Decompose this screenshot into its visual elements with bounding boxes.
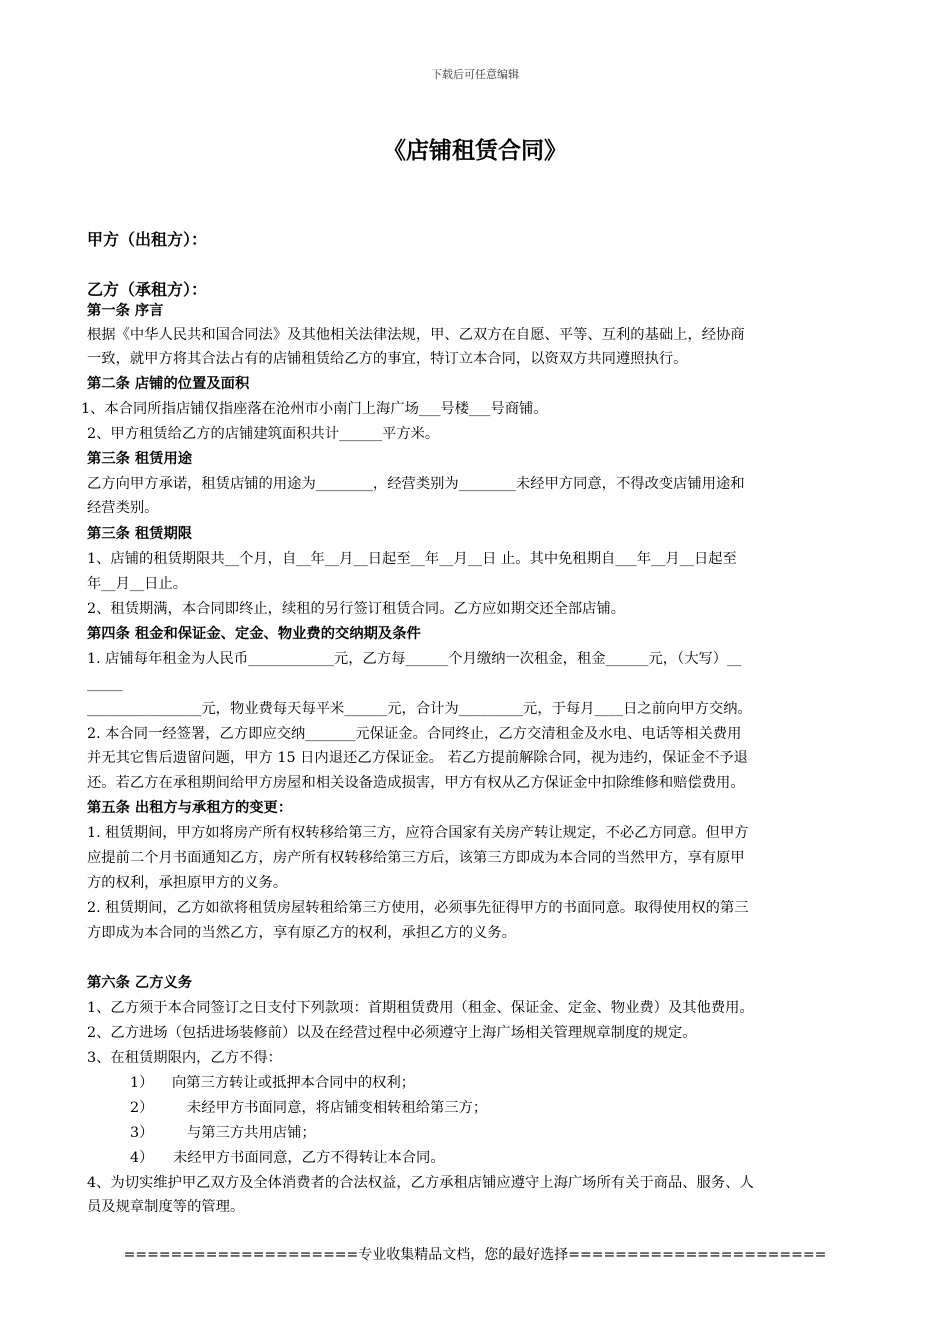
paragraph-line: 3、在租赁期限内，乙方不得：: [87, 1050, 282, 1066]
article-5-heading: 第五条 出租方与承租方的变更：: [87, 800, 293, 816]
paragraph-line: 员及规章制度等的管理。: [87, 1199, 245, 1215]
party-b-label: 乙方（承租方）：: [87, 280, 208, 299]
paragraph-line: 方的权利，承担原甲方的义务。: [87, 875, 288, 891]
header-note: 下载后可任意编辑: [431, 68, 519, 81]
paragraph-line: 乙方向甲方承诺，租赁店铺的用途为________，经营类别为________未经甲方同意，不得改变店铺用途和: [87, 476, 745, 492]
paragraph-line: 1、本合同所指店铺仅指座落在沧州市小南门上海广场___号楼___号商铺。: [81, 401, 548, 417]
article-3-heading: 第三条 租赁用途: [87, 451, 193, 467]
paragraph-line: 年__月__日止。: [87, 576, 188, 592]
paragraph-line: 根据《中华人民共和国合同法》及其他相关法律法规，甲、乙双方在自愿、平等、互利的基础上，经协商: [87, 327, 745, 343]
paragraph-line: 4、为切实维护甲乙双方及全体消费者的合法权益，乙方承租店铺应遵守上海广场所有关于商品、服务、人: [87, 1175, 754, 1191]
sub-item-text: 与第三方共用店铺；: [187, 1125, 316, 1141]
paragraph-line: 1、店铺的租赁期限共__个月，自__年__月__日起至__年__月__日 止。其中免租期自___年__月__日起至: [87, 551, 737, 567]
paragraph-line: ________________元，物业费每天每平米______元，合计为_________元，于每月____日之前向甲方交纳。: [87, 701, 752, 717]
article-2-heading: 第二条 店铺的位置及面积: [87, 376, 250, 392]
paragraph-line: 2、甲方租赁给乙方的店铺建筑面积共计______平方米。: [87, 426, 440, 442]
document-title: 《店铺租赁合同》: [383, 137, 567, 164]
paragraph-line: 1. 租赁期间，甲方如将房产所有权转移给第三方，应符合国家有关房产转让规定，不必乙方同意。但甲方: [87, 825, 749, 841]
paragraph-line: 经营类别。: [87, 500, 159, 516]
paragraph-line: 还。若乙方在承租期间给甲方房屋和相关设备造成损害，甲方有权从乙方保证金中扣除维修和赔偿费用。: [87, 775, 745, 791]
article-6-heading: 第六条 乙方义务: [87, 975, 193, 991]
paragraph-line: 应提前二个月书面通知乙方，房产所有权转移给第三方后，该第三方即成为本合同的当然甲方，享有原甲: [87, 850, 745, 866]
party-a-label: 甲方（出租方）：: [87, 230, 208, 249]
paragraph-line: 1. 店铺每年租金为人民币____________元，乙方每______个月缴纳一次租金，租金______元，（大写）__: [87, 651, 742, 667]
paragraph-line: 并无其它售后遗留问题，甲方 15 日内退还乙方保证金。 若乙方提前解除合同，视为违约，保证金不予退: [87, 750, 748, 766]
article-4-heading: 第四条 租金和保证金、定金、物业费的交纳期及条件: [87, 626, 421, 642]
sub-item-number: 3）: [130, 1125, 154, 1141]
sub-item-number: 2）: [130, 1100, 154, 1116]
paragraph-line: 2. 租赁期间，乙方如欲将租赁房屋转租给第三方使用，必须事先征得甲方的书面同意。取得使用权的第三: [87, 900, 749, 916]
paragraph-line: 一致，就甲方将其合法占有的店铺租赁给乙方的事宜，特订立本合同，以资双方共同遵照执行。: [87, 351, 688, 367]
paragraph-line: _____: [87, 676, 123, 692]
sub-item-number: 4）: [130, 1150, 154, 1166]
paragraph-line: 2、乙方进场（包括进场装修前）以及在经营过程中必须遵守上海广场相关管理规章制度的规定。: [87, 1025, 697, 1041]
sub-item-text: 未经甲方书面同意，乙方不得转让本合同。: [173, 1150, 445, 1166]
sub-item-text: 向第三方转让或抵押本合同中的权利；: [172, 1075, 416, 1091]
paragraph-line: 2、租赁期满，本合同即终止，续租的另行签订租赁合同。乙方应如期交还全部店铺。: [87, 601, 626, 617]
paragraph-line: 方即成为本合同的当然乙方，享有原乙方的权利，承担乙方的义务。: [87, 925, 516, 941]
paragraph-line: 2. 本合同一经签署，乙方即应交纳_______元保证金。合同终止，乙方交清租金及水电、电话等相关费用: [87, 726, 742, 742]
paragraph-line: 1、乙方须于本合同签订之日支付下列款项：首期租赁费用（租金、保证金、定金、物业费）及其他费用。: [87, 1000, 754, 1016]
footer-banner: ====================专业收集精品文档，您的最好选择======================: [123, 1247, 827, 1263]
sub-item-text: 未经甲方书面同意，将店铺变相转租给第三方；: [187, 1100, 488, 1116]
article-3-term-heading: 第三条 租赁期限: [87, 526, 193, 542]
article-1-heading: 第一条 序言: [87, 303, 164, 319]
sub-item-number: 1）: [130, 1075, 154, 1091]
